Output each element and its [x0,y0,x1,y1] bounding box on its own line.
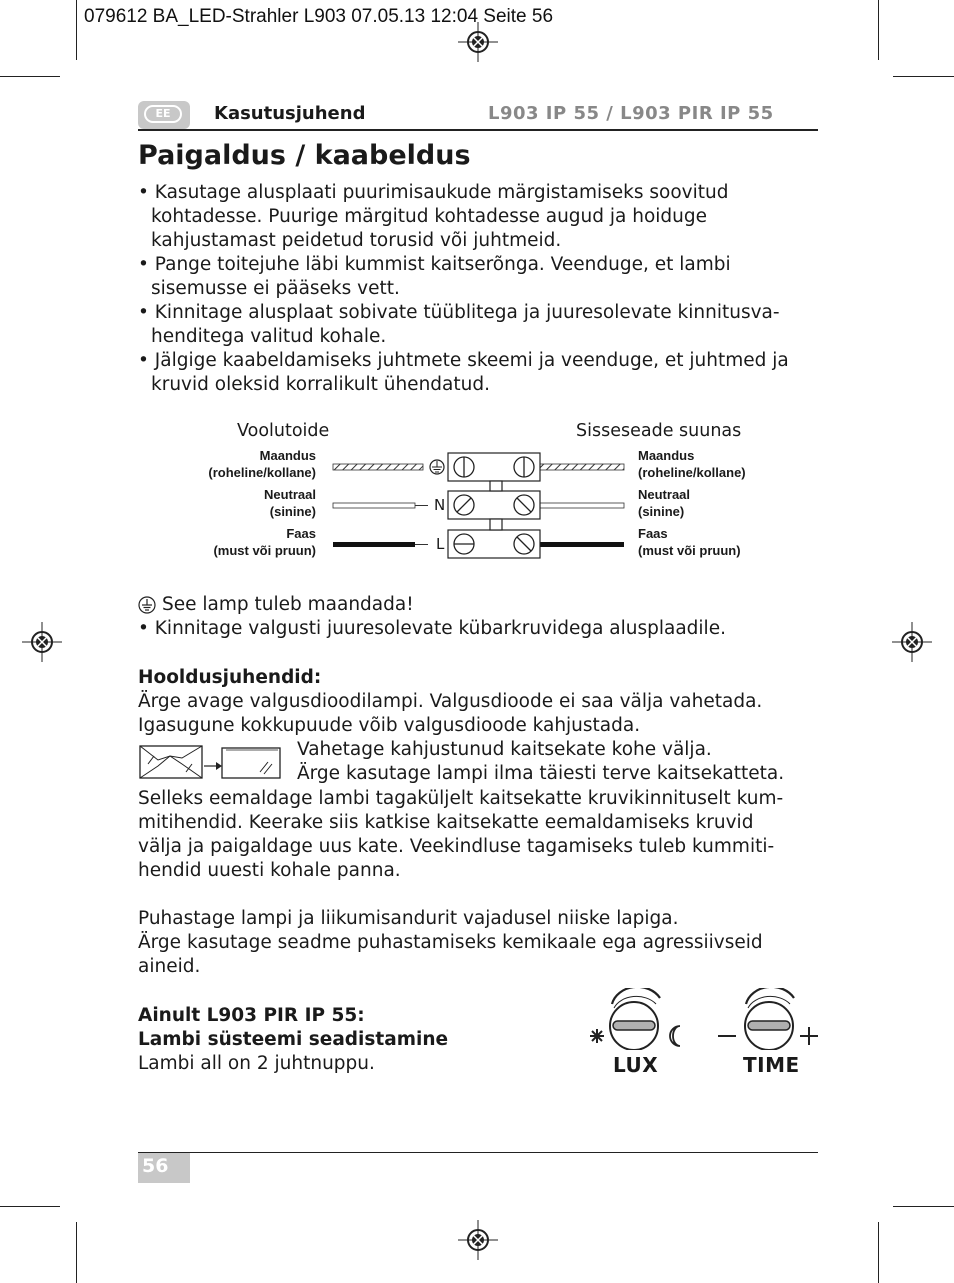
install-steps-list [138,181,828,397]
pir-subheading: Lambi süsteemi seadistamine [138,1029,449,1050]
wire-name: Maandus [259,448,316,463]
clean-line: aineid. [138,956,201,977]
crop-mark [893,76,954,77]
care-line: Igasugune kokkupuude võib valgusdioode kahjustada. [138,715,641,736]
header-model-label: L903 IP 55 / L903 PIR IP 55 [488,103,774,124]
list-item: • Kinnitage alusplaat sobivate tüüblitega ja juuresolevate kinnitusva-henditega valitud kohale. [138,302,780,347]
neutral-wire-left [333,503,415,508]
cover-line: Vahetage kahjustunud kaitsekate kohe välja. [297,739,712,760]
phase-terminal-label: L [436,535,445,553]
wire-name: Faas [286,526,316,541]
care-heading: Hooldusjuhendid: [138,667,322,688]
crop-mark [878,0,879,60]
pir-heading: Ainult L903 PIR IP 55: [138,1005,365,1026]
crop-mark [76,0,77,60]
wire-label-neutral-right [638,486,690,520]
replace-line: hendid uuesti kohale panna. [138,860,401,881]
neutral-wire-right [540,503,624,508]
crop-mark [0,1206,60,1207]
header-divider [138,129,818,131]
registration-mark-icon [458,1220,498,1260]
registration-mark-icon [458,22,498,62]
crop-mark [893,1206,954,1207]
wire-name: Neutraal [263,487,316,502]
wire-name: Faas [638,526,668,541]
diagram-left-title: Voolutoide [237,421,330,441]
wire-label-ground-left [150,447,316,481]
wire-label-neutral-left [150,486,316,520]
neutral-terminal-label: N [434,496,446,514]
lux-knob [586,988,686,1050]
list-item: • Jälgige kaabeldamiseks juhtmete skeemi ja veenduge, et juhtmed ja kruvid oleksid korralikult ühendatud. [138,350,789,395]
header-manual-label: Kasutusjuhend [214,103,366,124]
replace-line: Selleks eemaldage lambi tagaküljelt kaitsekatte kruvikinnituselt kum- [138,788,784,809]
registration-mark-icon [892,622,932,662]
wire-color: (sinine) [638,504,685,519]
registration-mark-icon [22,622,62,662]
wire-color: (must või pruun) [638,543,741,558]
list-item: • Pange toitejuhe läbi kummist kaitserõnga. Veenduge, et lambi sisemusse ei pääseks vett. [138,254,731,299]
ground-wire-left [333,464,423,470]
replace-line: välja ja paigaldage uus kate. Veekindluse tagamiseks tuleb kummiti- [138,836,775,857]
pir-text: Lambi all on 2 juhtnuppu. [138,1053,375,1074]
lux-label: LUX [613,1053,659,1077]
crop-mark [76,1222,77,1283]
ground-wire-right [540,464,624,470]
wire-label-phase-left [150,525,316,559]
time-label: TIME [743,1053,800,1077]
wire-color: (roheline/kollane) [208,465,316,480]
language-badge [138,101,190,129]
time-knob [716,988,820,1050]
cover-replace-icon [138,744,284,782]
diagram-right-title: Sisseseade suunas [576,421,742,441]
page-title: Paigaldus / kaabeldus [138,140,471,171]
wire-label-phase-right [638,525,741,559]
phase-wire-left [333,542,415,547]
crop-mark [878,1222,879,1283]
page-number-badge [138,1153,190,1183]
crop-mark [0,76,60,77]
cover-line: Ärge kasutage lampi ilma täiesti terve kaitsekatteta. [297,763,785,784]
ground-note: See lamp tuleb maandada! [162,594,414,615]
wire-color: (roheline/kollane) [638,465,746,480]
care-line: Ärge avage valgusdioodilampi. Valgusdioode ei saa välja vahetada. [138,691,763,712]
clean-line: Ärge kasutage seadme puhastamiseks kemikaale ega agressiivseid [138,932,763,953]
wire-name: Neutraal [638,487,691,502]
sun-icon [590,1029,604,1043]
replace-line: mitihendid. Keerake siis katkise kaitsekatte eemaldamiseks kruvid [138,812,754,833]
clean-line: Puhastage lampi ja liikumisandurit vajadusel niiske lapiga. [138,908,679,929]
language-code: EE [144,105,182,123]
moon-icon [670,1026,680,1046]
list-item: • Kinnitage valgusti juuresolevate kübarkruvidega alusplaadile. [138,618,726,639]
footer-divider [138,1152,818,1153]
wire-color: (must või pruun) [213,543,316,558]
wiring-diagram [330,448,630,566]
wire-color: (sinine) [269,504,316,519]
wire-name: Maandus [638,448,695,463]
phase-wire-right [540,542,624,547]
wire-label-ground-right [638,447,746,481]
plus-icon [800,1027,818,1045]
list-item: • Kasutage alusplaati puurimisaukude märgistamiseks soovitud kohtadesse. Puurige märgitud kohtadesse augud ja hoiduge kahjustamast peidetud torusid või juhtmeid. [138,182,729,251]
page-number: 56 [142,1155,169,1177]
ground-icon [138,596,156,614]
print-slug: 079612 BA_LED-Strahler L903 07.05.13 12:04 Seite 56 [84,6,554,27]
